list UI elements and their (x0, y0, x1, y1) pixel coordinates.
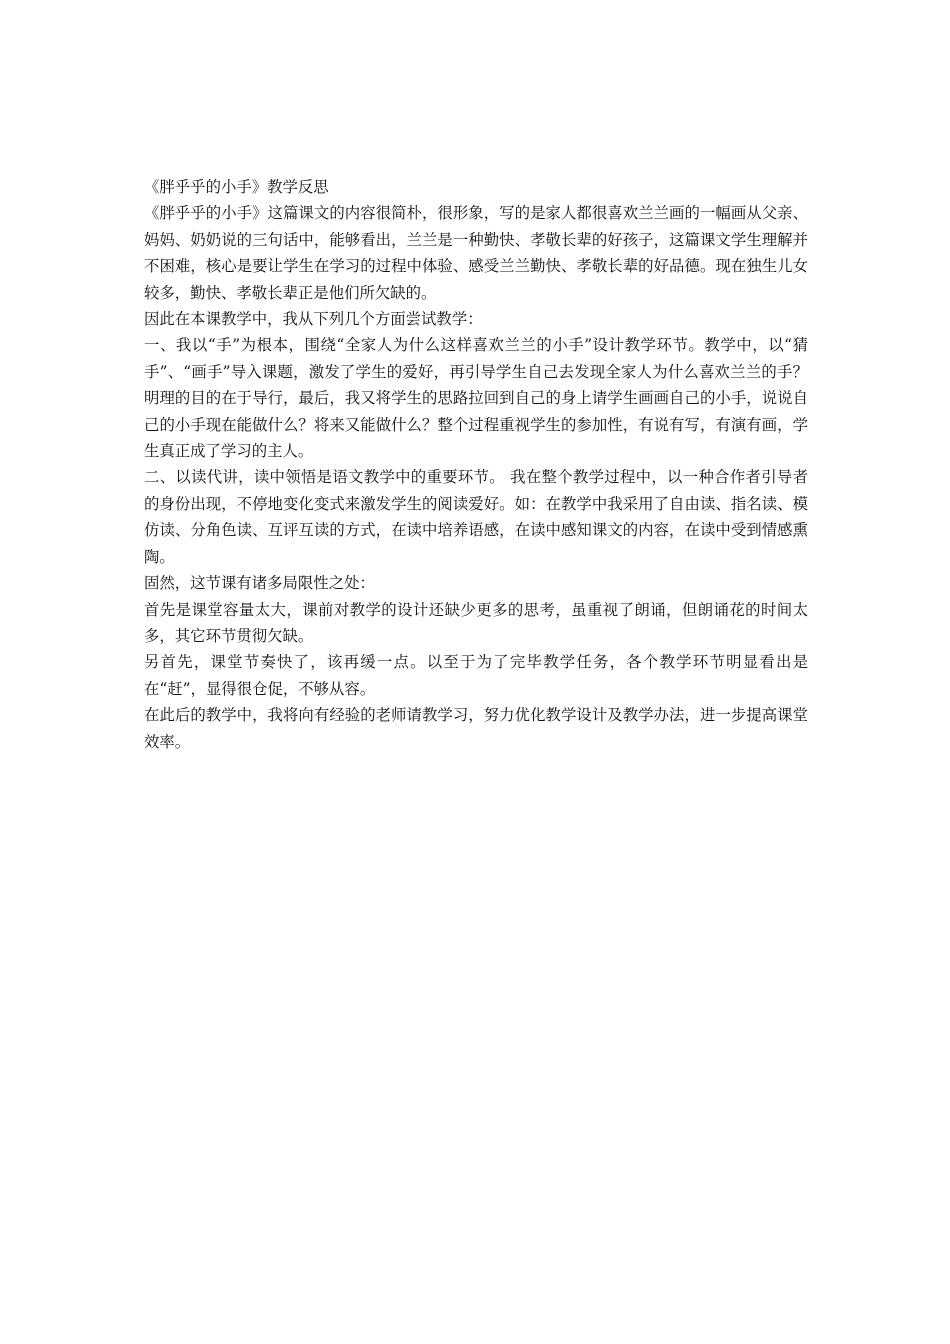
document-title: 《胖乎乎的小手》教学反思 (144, 178, 329, 196)
paragraph-limitations: 固然，这节课有诸多局限性之处： (144, 574, 375, 593)
document-page (144, 174, 808, 755)
paragraph-point-one: 一、我以“手”为根本，围绕“全家人为什么这样喜欢兰兰的小手”设计教学环节。教学中，以“猜手”、“画手”导入课题，激发了学生的爱好，再引导学生自己去发现全家人为什么喜欢兰兰的手？明理的目的在于导行，最后，我又将学生的思路拉回到自己的身上请学生画画自己的小手，说说自己的小手现在能做什么？将来又能做什么？整个过程重视学生的参加性，有说有写，有演有画，学生真正成了学习的主人。 (144, 336, 808, 461)
paragraph-limitation-one: 首先是课堂容量太大，课前对教学的设计还缺少更多的思考，虽重视了朗诵，但朗诵花的时间太多，其它环节贯彻欠缺。 (144, 600, 808, 645)
paragraph-approach: 因此在本课教学中，我从下列几个方面尝试教学： (144, 310, 483, 329)
paragraph-limitation-two: 另首先，课堂节奏快了，该再缓一点。以至于为了完毕教学任务，各个教学环节明显看出是在“赶”，显得很仓促，不够从容。 (144, 653, 808, 698)
paragraph-point-two: 二、以读代讲，读中领悟是语文教学中的重要环节。 我在整个教学过程中，以一种合作者引导者的身份出现，不停地变化变式来激发学生的阅读爱好。如：在教学中我采用了自由读、指名读、模仿读、分角色读、互评互读的方式，在读中培养语感，在读中感知课文的内容，在读中受到情感熏陶。 (144, 468, 808, 566)
paragraph-conclusion: 在此后的教学中，我将向有经验的老师请教学习，努力优化教学设计及教学办法，进一步提高课堂效率。 (144, 706, 808, 751)
paragraph-intro: 《胖乎乎的小手》这篇课文的内容很简朴，很形象，写的是家人都很喜欢兰兰画的一幅画从父亲、妈妈、奶奶说的三句话中，能够看出，兰兰是一种勤快、孝敬长辈的好孩子，这篇课文学生理解并不困难，核心是要让学生在学习的过程中体验、感受兰兰勤快、孝敬长辈的好品德。现在独生儿女较多，勤快、孝敬长辈正是他们所欠缺的。 (144, 204, 808, 302)
